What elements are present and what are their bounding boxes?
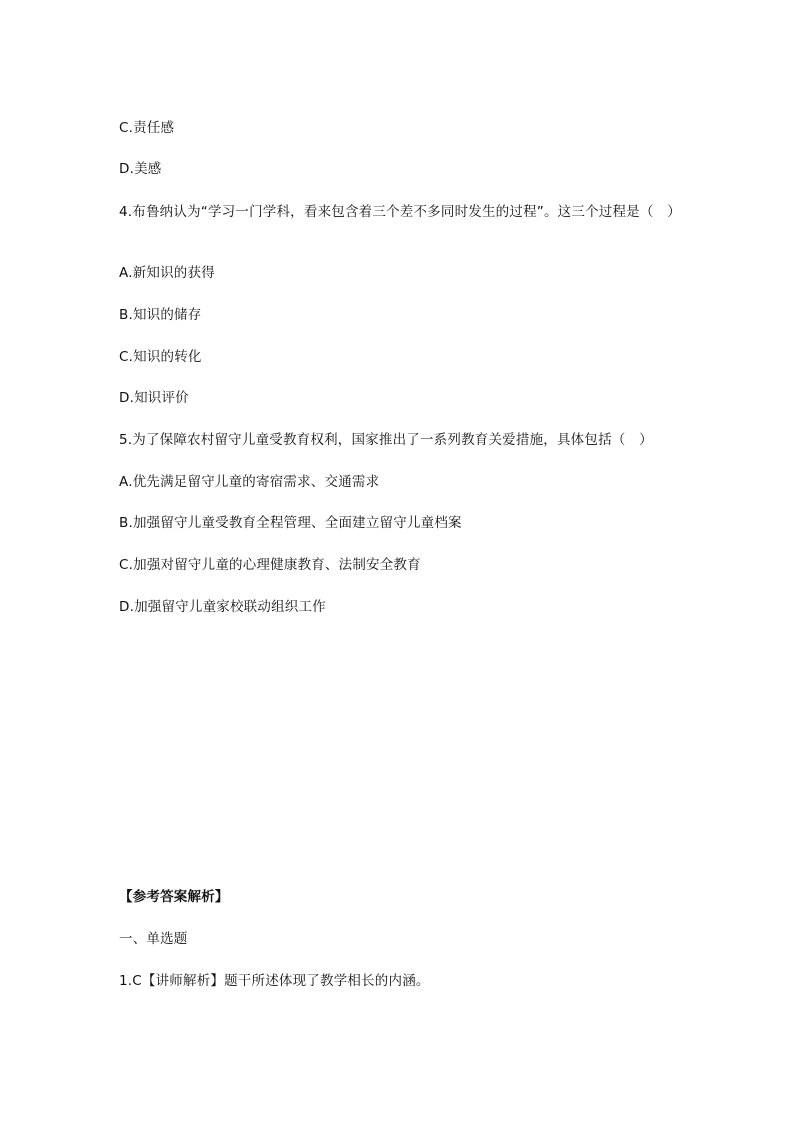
q5-option-b: B.加强留守儿童受教育全程管理、全面建立留守儿童档案 xyxy=(119,515,462,531)
q4-stem: 4.布鲁纳认为“学习一门学科，看来包含着三个差不多同时发生的过程”。这三个过程是（ ） xyxy=(119,204,681,220)
q3-option-c: C.责任感 xyxy=(119,120,175,136)
q4-option-b: B.知识的储存 xyxy=(119,307,202,323)
q4-option-c: C.知识的转化 xyxy=(119,349,202,365)
answers-heading: 【参考答案解析】 xyxy=(119,889,229,905)
q4-option-d: D.知识评价 xyxy=(119,390,189,406)
q3-option-d: D.美感 xyxy=(119,161,162,177)
q5-stem: 5.为了保障农村留守儿童受教育权利，国家推出了一系列教育关爱措施，具体包括（ ） xyxy=(119,432,653,448)
answers-section-title: 一、单选题 xyxy=(119,931,188,947)
q5-option-d: D.加强留守儿童家校联动组织工作 xyxy=(119,599,326,615)
q5-option-c: C.加强对留守儿童的心理健康教育、法制安全教育 xyxy=(119,557,421,573)
answer-item-1: 1.C【讲师解析】题干所述体现了教学相长的内涵。 xyxy=(119,973,430,989)
q5-option-a: A.优先满足留守儿童的寄宿需求、交通需求 xyxy=(119,474,380,490)
q4-option-a: A.新知识的获得 xyxy=(119,265,215,281)
